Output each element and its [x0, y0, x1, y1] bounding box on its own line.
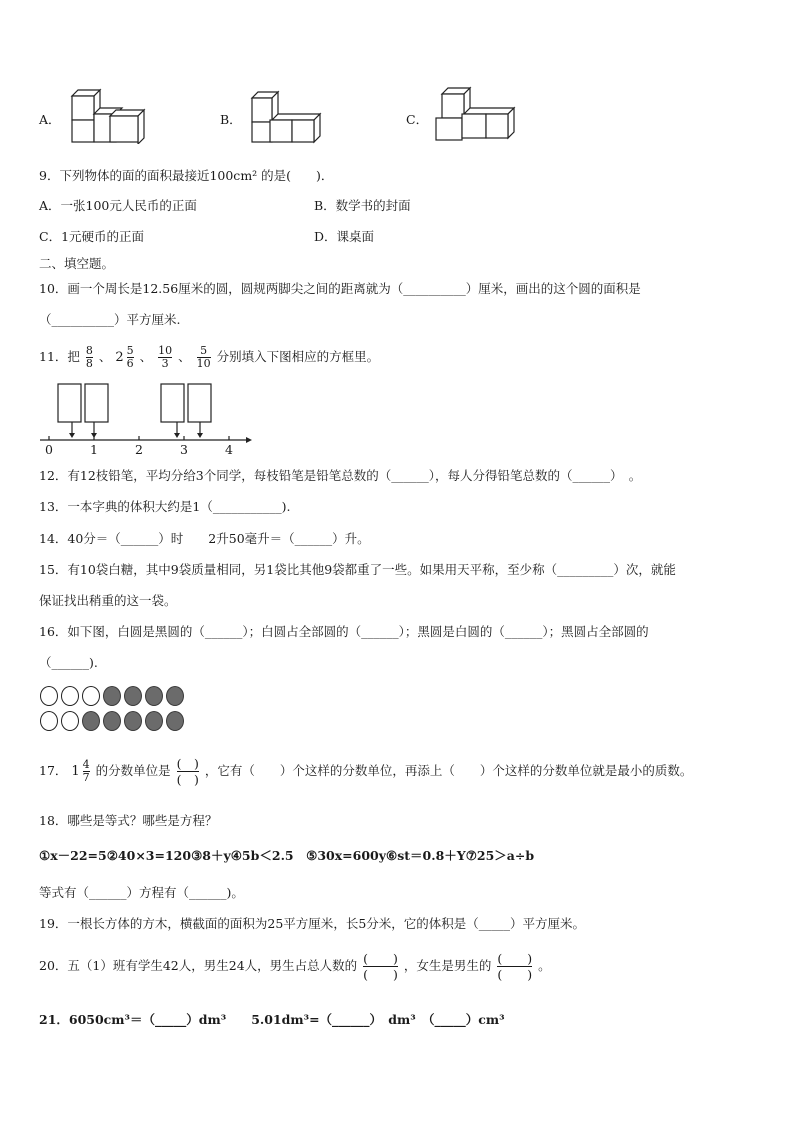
q11-f4-denominator: 10 [196, 357, 211, 370]
q17-blank-denominator: ( ) [176, 772, 199, 787]
black-circle [82, 711, 100, 731]
q20-blank2-numerator: ( ) [497, 951, 533, 966]
black-circle [145, 686, 163, 706]
q11-axis-label-2: 2 [135, 442, 143, 457]
q16-circles-row-1 [40, 686, 187, 710]
q15-line2: 保证找出稍重的这一袋。 [39, 593, 177, 608]
q11-box-2 [85, 384, 108, 422]
black-circle [124, 711, 142, 731]
q20-blank1-denominator: ( ) [363, 967, 398, 982]
white-circle [61, 711, 79, 731]
q11-number-line-figure [36, 380, 256, 456]
q11-fraction-2 [115, 343, 135, 373]
q16-circles-row-2 [40, 711, 187, 735]
q9-option-a: A．一张100元人民币的正面 [39, 198, 197, 213]
q11-f3-numerator: 10 [158, 344, 173, 357]
q17-text [39, 752, 692, 792]
q11-separator-2: 、 [139, 349, 153, 364]
q20-blank-fraction-2 [497, 951, 532, 982]
black-circle [103, 686, 121, 706]
q14-text: 14．40分＝（______）时 2升50毫升＝（______）升。 [39, 531, 370, 546]
q11-f4-numerator: 5 [200, 344, 208, 357]
white-circle [82, 686, 100, 706]
q11-separator-3: 、 [178, 349, 191, 364]
q11-axis-label-1: 1 [90, 442, 98, 457]
q11-box-3 [161, 384, 184, 422]
q9-option-b: B．数学书的封面 [314, 198, 411, 213]
q11-axis-label-4: 4 [225, 442, 233, 457]
q15-line1: 15．有10袋白糖，其中9袋质量相同，另1袋比其他9袋都重了一些。如果用天平称，至少称（_________）次，就能 [39, 562, 676, 577]
q13-text: 13．一本字典的体积大约是1（___________). [39, 499, 291, 514]
q11-f1-numerator: 8 [85, 344, 93, 357]
q17-mixed-number [71, 753, 91, 791]
q11-f2-numerator: 5 [126, 344, 134, 357]
q18-stem: 18．哪些是等式？哪些是方程？ [39, 813, 218, 828]
q11-stem [39, 342, 379, 374]
q9-option-c: C．1元硬币的正面 [39, 229, 145, 244]
q9-stem: 9．下列物体的面的面积最接近100cm² 的是( )． [39, 168, 334, 183]
q20-blank1-numerator: ( ) [363, 951, 398, 966]
q11-box-4 [188, 384, 211, 422]
q21-text: 21．6050cm³＝（_____）dm³ 5.01dm³=（______） dm³ （_____）cm³ [39, 1012, 505, 1027]
q8-option-a-figure [70, 88, 150, 144]
q17-mid: 的分数单位是 [95, 763, 171, 778]
q17-numerator: 4 [82, 758, 90, 771]
q18-answer: 等式有（______）方程有（______)。 [39, 885, 244, 900]
q11-axis-label-3: 3 [180, 442, 188, 457]
q8-option-c-figure [434, 86, 516, 142]
q19-text: 19．一根长方体的方木，横截面的面积为25平方厘米，长5分米，它的体积是（_____）平方厘米。 [39, 916, 586, 931]
q11-box-1 [58, 384, 81, 422]
q9-option-d: D．课桌面 [314, 229, 375, 244]
q11-f3-denominator: 3 [161, 357, 169, 370]
q10-line2: （__________）平方厘米. [39, 312, 181, 327]
white-circle [61, 686, 79, 706]
q11-f1-denominator: 8 [85, 357, 93, 370]
q17-prefix: 17． [39, 763, 68, 778]
q18-items: ①x－22=5②40×3=120③8＋y④5b＜2.5 ⑤30x=600y⑥st＝0.8＋Y⑦25＞a÷b [39, 848, 535, 863]
section-heading-fill-blank: 二、填空题。 [39, 256, 115, 271]
q8-option-a-label: A． [39, 112, 61, 127]
q17-suffix: ，它有（ ）个这样的分数单位，再添上（ ）个这样的分数单位就是最小的质数。 [204, 763, 693, 778]
q20-blank2-denominator: ( ) [497, 967, 533, 982]
q20-suffix: 。 [538, 958, 551, 973]
q8-option-b-label: B． [220, 112, 242, 127]
q11-prefix: 11．把 [39, 349, 80, 364]
q20-text [39, 946, 551, 988]
q11-axis-label-0: 0 [45, 442, 53, 457]
q20-blank-fraction-1 [363, 951, 398, 982]
white-circle [40, 711, 58, 731]
q20-prefix: 20．五（1）班有学生42人，男生24人，男生占总人数的 [39, 958, 358, 973]
black-circle [145, 711, 163, 731]
q11-f2-whole: 2 [115, 349, 124, 365]
black-circle [166, 686, 184, 706]
q11-suffix: 分别填入下图相应的方框里。 [216, 349, 380, 364]
q11-f2-denominator: 6 [126, 357, 134, 370]
q17-denominator: 7 [82, 771, 90, 784]
q17-whole: 1 [71, 763, 80, 779]
q12-text: 12．有12枝铅笔，平均分给3个同学，每枝铅笔是铅笔总数的（______），每人分得铅笔总数的（______） 。 [39, 468, 642, 483]
q16-line2: （______). [39, 655, 98, 670]
black-circle [124, 686, 142, 706]
black-circle [103, 711, 121, 731]
q20-mid: ，女生是男生的 [403, 958, 492, 973]
q8-option-b-figure [250, 90, 322, 144]
q16-line1: 16．如下图，白圆是黑圆的（______）；白圆占全部圆的（______）；黑圆是白圆的（______）；黑圆占全部圆的 [39, 624, 649, 639]
q11-fraction-1 [86, 345, 93, 370]
q11-fraction-4 [197, 345, 211, 370]
q11-fraction-3 [158, 345, 172, 370]
q8-option-c-label: C． [406, 112, 429, 127]
q10-line1: 10．画一个周长是12.56厘米的圆，圆规两脚尖之间的距离就为（__________）厘米，画出的这个圆的面积是 [39, 281, 641, 296]
q17-blank-numerator: ( ) [176, 756, 199, 771]
black-circle [166, 711, 184, 731]
q17-blank-fraction [177, 756, 199, 787]
q11-separator-1: 、 [98, 349, 112, 364]
white-circle [40, 686, 58, 706]
